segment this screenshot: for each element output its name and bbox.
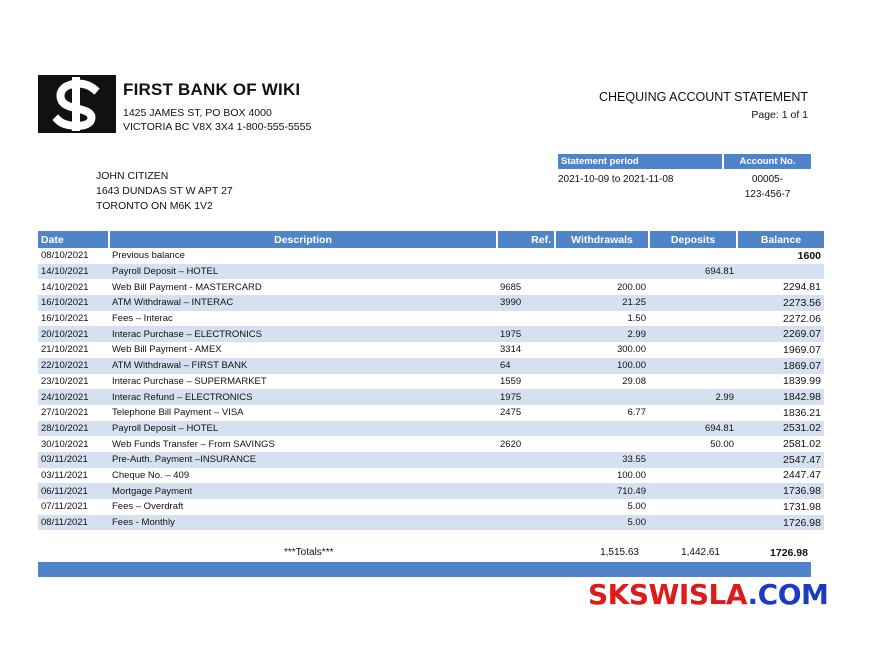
cell-description: Mortgage Payment [109, 483, 497, 499]
cell-withdrawal: 100.00 [555, 358, 649, 374]
cell-balance: 1869.07 [737, 358, 824, 374]
table-row [38, 295, 824, 311]
totals-deposits: 1,442.61 [681, 547, 720, 558]
cell-ref [497, 452, 555, 468]
cell-date: 14/10/2021 [41, 281, 89, 293]
cell-balance: 1839.99 [783, 375, 821, 388]
customer-address-line2: TORONTO ON M6K 1V2 [96, 200, 213, 212]
cell-balance: 2581.02 [783, 438, 821, 451]
table-row [38, 405, 824, 421]
table-row [38, 421, 824, 437]
cell-ref: 64 [497, 358, 555, 374]
column-header-withdrawals: Withdrawals [555, 231, 649, 248]
table-row [38, 311, 824, 327]
table-row [38, 358, 824, 374]
cell-balance: 1726.98 [737, 515, 824, 531]
table-row [38, 374, 824, 390]
cell-ref: 2620 [500, 438, 522, 450]
cell-ref [497, 515, 555, 531]
table-row [38, 515, 824, 531]
cell-deposit [649, 358, 737, 374]
cell-withdrawal: 5.00 [555, 515, 649, 531]
account-number-box [724, 154, 811, 202]
cell-ref [497, 421, 555, 437]
cell-balance: 2547.47 [737, 452, 824, 468]
cell-withdrawal: 300.00 [616, 344, 646, 356]
statement-period-value: 2021-10-09 to 2021-11-08 [558, 174, 674, 185]
cell-ref: 1975 [497, 389, 555, 405]
cell-balance: 2272.06 [783, 312, 821, 325]
cell-balance: 1600 [797, 249, 821, 262]
cell-withdrawal [555, 389, 649, 405]
cell-description: Payroll Deposit – HOTEL [109, 264, 497, 280]
cell-deposit [649, 374, 737, 390]
cell-description: ATM Withdrawal – INTERAC [109, 295, 497, 311]
table-row [38, 248, 824, 264]
cell-date: 20/10/2021 [38, 326, 109, 342]
table-header-row [38, 231, 824, 248]
cell-date: 06/11/2021 [38, 483, 109, 499]
bank-address-line2: VICTORIA BC V8X 3X4 1-800-555-5555 [123, 121, 312, 133]
cell-date: 14/10/2021 [38, 264, 109, 280]
cell-withdrawal: 200.00 [616, 281, 646, 293]
cell-balance: 2269.07 [737, 326, 824, 342]
cell-deposit: 50.00 [710, 438, 734, 450]
bank-address-line1: 1425 JAMES ST, PO BOX 4000 [123, 107, 272, 119]
cell-withdrawal: 29.08 [622, 375, 646, 387]
watermark-part1: SKSWISLA [588, 578, 748, 611]
watermark-part2: .COM [747, 578, 829, 611]
table-row [38, 326, 824, 342]
totals-withdrawals: 1,515.63 [600, 547, 639, 558]
customer-address-block [96, 169, 233, 214]
table-row [38, 389, 824, 405]
cell-deposit: 2.99 [649, 389, 737, 405]
cell-withdrawal: 2.99 [555, 326, 649, 342]
cell-withdrawal: 33.55 [555, 452, 649, 468]
cell-deposit [649, 326, 737, 342]
cell-date: 24/10/2021 [38, 389, 109, 405]
cell-deposit [649, 311, 737, 327]
statement-period-label: Statement period [558, 154, 722, 169]
column-header-date: Date [38, 231, 109, 248]
cell-date: 28/10/2021 [38, 421, 109, 437]
cell-date: 08/10/2021 [41, 250, 89, 262]
cell-withdrawal: 710.49 [555, 483, 649, 499]
cell-balance [737, 264, 824, 280]
column-header-ref: Ref. [497, 231, 555, 248]
cell-description: ATM Withdrawal – FIRST BANK [109, 358, 497, 374]
column-header-description: Description [109, 231, 497, 248]
cell-date: 27/10/2021 [41, 407, 89, 419]
cell-description: Web Bill Payment - AMEX [112, 344, 222, 356]
customer-address-line1: 1643 DUNDAS ST W APT 27 [96, 185, 233, 197]
totals-row [38, 547, 811, 561]
table-row [38, 264, 824, 280]
cell-description: Cheque No. – 409 [112, 469, 190, 481]
totals-balance: 1726.98 [770, 547, 808, 559]
watermark [588, 578, 828, 611]
cell-description: Interac Purchase – ELECTRONICS [109, 326, 497, 342]
cell-deposit [649, 295, 737, 311]
cell-date: 03/11/2021 [41, 469, 88, 481]
cell-balance: 1969.07 [783, 343, 821, 356]
table-row [38, 279, 824, 295]
dollar-sign-icon [38, 75, 116, 133]
cell-date: 07/11/2021 [41, 501, 88, 513]
table-row [38, 499, 824, 515]
cell-ref [497, 311, 555, 327]
account-number-value [724, 169, 811, 202]
cell-ref [497, 468, 555, 484]
cell-deposit [649, 279, 737, 295]
cell-deposit [649, 468, 737, 484]
cell-balance: 1836.21 [783, 406, 821, 419]
statement-period-box [558, 154, 722, 187]
cell-withdrawal: 5.00 [627, 501, 646, 513]
cell-ref [497, 264, 555, 280]
cell-date: 16/10/2021 [38, 295, 109, 311]
cell-ref: 9685 [500, 281, 522, 293]
page-number: Page: 1 of 1 [751, 109, 808, 121]
cell-balance: 2294.81 [783, 281, 821, 294]
cell-withdrawal: 6.77 [627, 407, 646, 419]
cell-deposit [649, 405, 737, 421]
customer-name: JOHN CITIZEN [96, 170, 169, 182]
cell-date: 22/10/2021 [38, 358, 109, 374]
cell-date: 16/10/2021 [41, 313, 89, 325]
table-row [38, 436, 824, 452]
cell-ref [497, 499, 555, 515]
cell-balance: 1736.98 [737, 483, 824, 499]
cell-ref: 2475 [500, 407, 522, 419]
cell-description: Previous balance [112, 250, 185, 262]
cell-ref: 3990 [497, 295, 555, 311]
cell-withdrawal: 1.50 [627, 313, 646, 325]
bank-name: FIRST BANK OF WIKI [123, 80, 301, 99]
bank-logo [38, 75, 116, 133]
cell-deposit [649, 515, 737, 531]
cell-deposit [649, 499, 737, 515]
account-number-line1: 00005- [751, 174, 784, 185]
cell-deposit [649, 483, 737, 499]
cell-deposit: 694.81 [649, 421, 737, 437]
cell-withdrawal: 100.00 [616, 469, 646, 481]
bank-address [123, 106, 311, 134]
transactions-table [38, 231, 824, 530]
cell-description: Fees - Monthly [109, 515, 497, 531]
cell-ref: 1975 [497, 326, 555, 342]
cell-deposit [649, 342, 737, 358]
cell-deposit [649, 452, 737, 468]
cell-date: 08/11/2021 [38, 515, 109, 531]
account-number-line2: 123-456-7 [744, 189, 791, 200]
cell-description: Web Bill Payment - MASTERCARD [112, 281, 262, 293]
cell-balance: 2273.56 [737, 295, 824, 311]
table-row [38, 468, 824, 484]
cell-description: Pre-Auth. Payment –INSURANCE [109, 452, 497, 468]
cell-date: 30/10/2021 [41, 438, 89, 450]
cell-ref: 3314 [500, 344, 522, 356]
cell-ref [497, 483, 555, 499]
cell-date: 03/11/2021 [38, 452, 109, 468]
cell-description: Interac Purchase – SUPERMARKET [112, 375, 267, 387]
table-row [38, 483, 824, 499]
cell-description: Web Funds Transfer – From SAVINGS [112, 438, 275, 450]
statement-title: CHEQUING ACCOUNT STATEMENT [598, 90, 808, 104]
cell-description: Fees – Overdraft [112, 501, 184, 513]
column-header-balance: Balance [737, 231, 824, 248]
cell-date: 21/10/2021 [41, 344, 89, 356]
cell-deposit: 694.81 [649, 264, 737, 280]
cell-withdrawal: 21.25 [555, 295, 649, 311]
cell-withdrawal [555, 436, 649, 452]
cell-withdrawal [555, 264, 649, 280]
cell-ref [497, 248, 555, 264]
cell-balance: 2531.02 [737, 421, 824, 437]
footer-bar [38, 562, 811, 577]
cell-balance: 2447.47 [783, 469, 821, 482]
cell-description: Interac Refund – ELECTRONICS [109, 389, 497, 405]
account-number-label: Account No. [724, 154, 811, 169]
cell-description: Fees – Interac [112, 313, 173, 325]
transactions-body [38, 248, 824, 530]
cell-balance: 1842.98 [737, 389, 824, 405]
cell-withdrawal [555, 248, 649, 264]
cell-withdrawal [555, 421, 649, 437]
table-row [38, 342, 824, 358]
cell-ref: 1559 [500, 375, 522, 387]
totals-label: ***Totals*** [284, 547, 334, 558]
cell-balance: 1731.98 [783, 500, 821, 513]
table-row [38, 452, 824, 468]
cell-date: 23/10/2021 [41, 375, 89, 387]
column-header-deposits: Deposits [649, 231, 737, 248]
cell-deposit [649, 248, 737, 264]
cell-description: Payroll Deposit – HOTEL [109, 421, 497, 437]
cell-description: Telephone Bill Payment – VISA [112, 407, 244, 419]
